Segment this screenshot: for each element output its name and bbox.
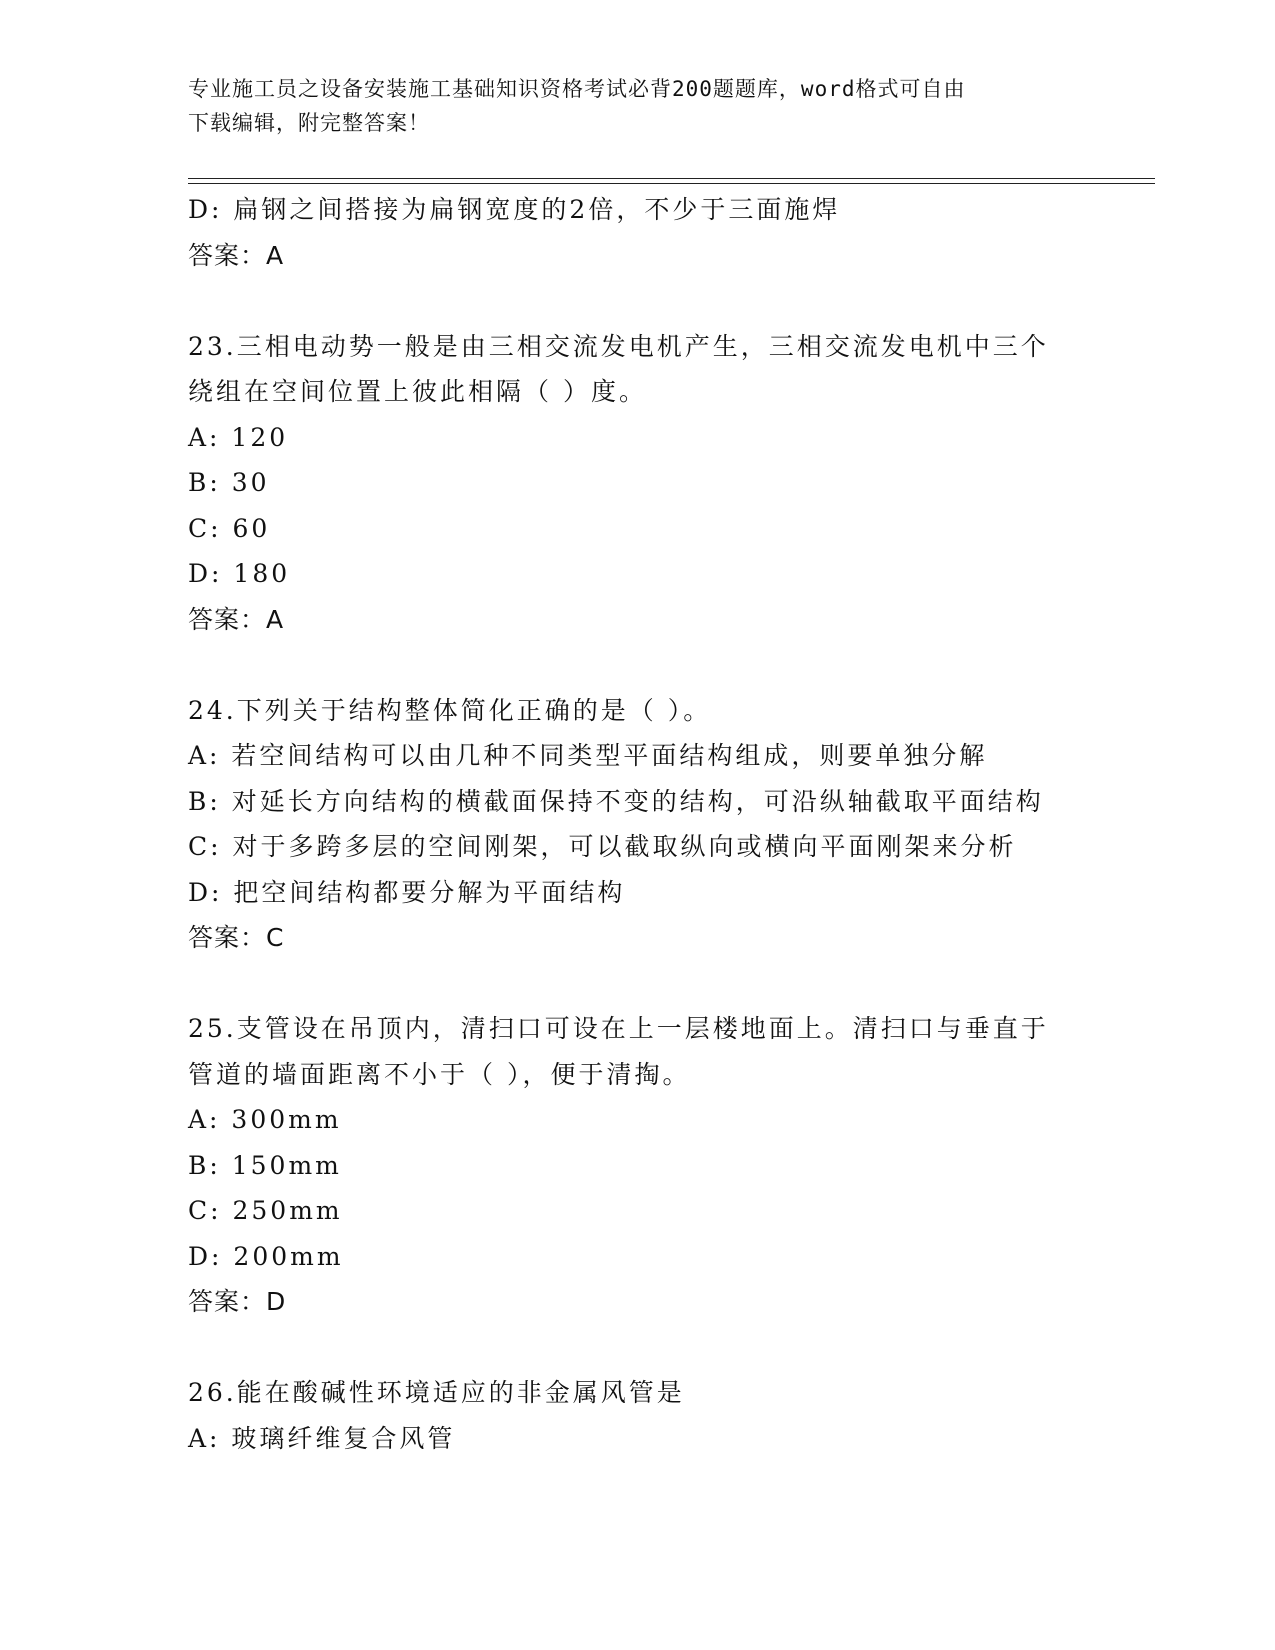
spacer [188,1325,1088,1371]
question-stem-cont: 绕组在空间位置上彼此相隔（ ）度。 [188,377,647,406]
question-stem: 24.下列关于结构整体简化正确的是（ ）。 [188,695,712,725]
question-24 [188,688,1088,961]
option-a: A: 300mm [188,1105,342,1134]
spacer [188,642,1088,688]
option-d: D: 把空间结构都要分解为平面结构 [188,877,626,907]
header-rule-top [188,178,1155,179]
question-stem: 25.支管设在吊顶内，清扫口可设在上一层楼地面上。清扫口与垂直于 [188,1014,1049,1043]
option-b: B: 150mm [188,1150,342,1180]
option-d: D: 扁钢之间搭接为扁钢宽度的2倍，不少于三面施焊 [188,195,841,224]
option-b: B: 对延长方向结构的横截面保持不变的结构，可沿纵轴截取平面结构 [188,786,1044,816]
option-c: C: 对于多跨多层的空间刚架，可以截取纵向或横向平面刚架来分析 [188,832,1017,861]
header-line-1: 专业施工员之设备安装施工基础知识资格考试必背200题题库，word格式可自由 [188,77,966,101]
answer-line: 答案：A [188,240,285,270]
option-d: D: 200mm [188,1241,344,1271]
question-23 [188,324,1088,643]
question-stem: 26.能在酸碱性环境适应的非金属风管是 [188,1378,685,1407]
option-a: A: 120 [188,422,289,452]
question-26 [188,1370,1088,1461]
question-stem-cont: 管道的墙面距离不小于（ ），便于清掏。 [188,1059,691,1089]
answer-line: 答案：A [188,604,285,634]
answer-line: 答案：C [188,923,285,952]
option-c: C: 250mm [188,1196,343,1225]
spacer [188,961,1088,1007]
header-rule-bottom [188,183,1155,184]
option-d: D: 180 [188,559,291,588]
answer-line: 答案：D [188,1287,287,1316]
question-body [188,187,1088,1461]
option-b: B: 30 [188,468,270,497]
option-a: A: 若空间结构可以由几种不同类型平面结构组成，则要单独分解 [188,741,988,770]
spacer [188,278,1088,324]
header-line-2: 下载编辑，附完整答案！ [188,111,430,135]
question-stem: 23.三相电动势一般是由三相交流发电机产生，三相交流发电机中三个 [188,331,1049,361]
page-header [188,72,1088,140]
option-a: A: 玻璃纤维复合风管 [188,1423,456,1453]
prev-question-tail [188,187,1088,278]
option-c: C: 60 [188,513,271,543]
question-25 [188,1006,1088,1325]
